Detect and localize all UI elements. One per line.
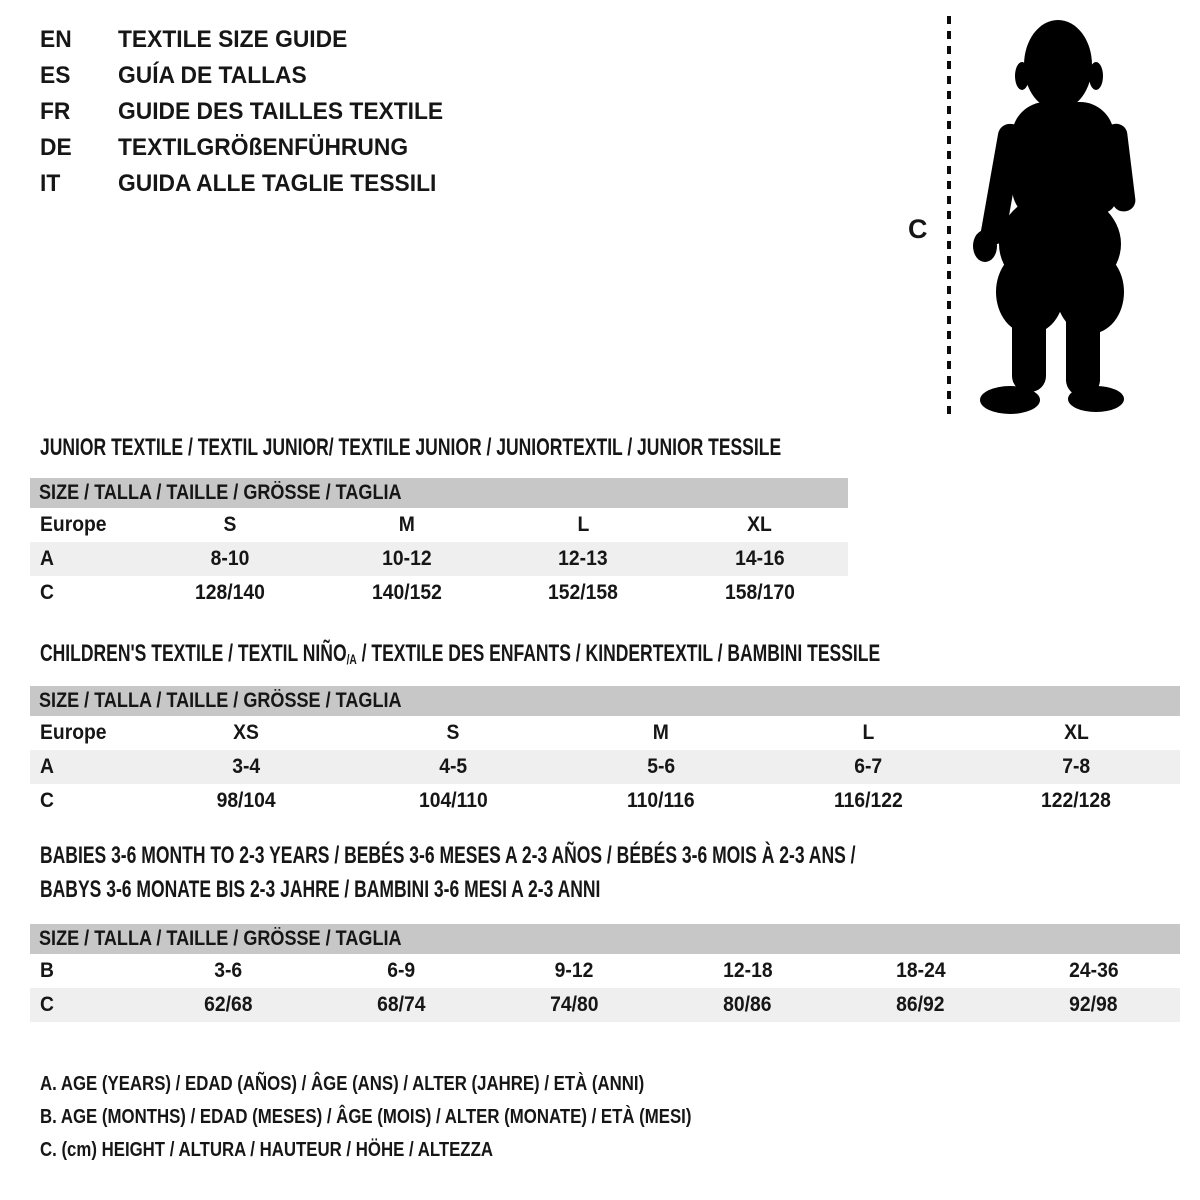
value-cell: 104/110 (418, 789, 488, 812)
value-cell: 110/116 (627, 789, 695, 812)
measurement-legend (40, 1068, 816, 1167)
language-row-es (40, 58, 460, 94)
value-cell: 24-36 (1068, 959, 1119, 982)
value-cell: 68/74 (377, 993, 426, 1016)
value-cell: 9-12 (555, 959, 594, 982)
language-code: DE (40, 134, 72, 161)
babies-size-table (30, 924, 1180, 1022)
value-cell: 12-18 (722, 959, 773, 982)
size-cell: XL (1063, 721, 1089, 744)
value-cell: 122/128 (1041, 789, 1112, 812)
value-cell: 92/98 (1069, 993, 1118, 1016)
language-title: TEXTILE SIZE GUIDE (118, 26, 348, 53)
language-code: IT (40, 170, 61, 197)
value-cell: 7-8 (1062, 755, 1091, 778)
value-cell: 158/170 (724, 581, 795, 604)
value-cell: 10-12 (382, 547, 432, 570)
size-cell: L (577, 513, 590, 536)
value-cell: 12-13 (558, 547, 608, 570)
age-years-row (30, 542, 848, 576)
babies-section-title-line1: BABIES 3-6 MONTH TO 2-3 YEARS / BEBÉS 3-6 MESES A 2-3 AÑOS / BÉBÉS 3-6 MOIS À 2-3 ANS / (40, 842, 856, 869)
legend-line-a: A. AGE (YEARS) / EDAD (AÑOS) / ÂGE (ANS) / ALTER (JAHRE) / ETÀ (ANNI) (40, 1073, 645, 1095)
babies-section-title-line2: BABYS 3-6 MONATE BIS 2-3 JAHRE / BAMBINI 3-6 MESI A 2-3 ANNI (40, 876, 601, 903)
age-months-row (30, 954, 1180, 988)
value-cell: 18-24 (895, 959, 946, 982)
height-measure-label: C (908, 214, 928, 244)
legend-line-b: B. AGE (MONTHS) / EDAD (MESES) / ÂGE (MOIS) / ALTER (MONATE) / ETÀ (MESI) (40, 1106, 692, 1128)
value-cell: 8-10 (210, 547, 250, 570)
height-cm-row (30, 576, 848, 610)
size-header-bar: SIZE / TALLA / TAILLE / GRÖSSE / TAGLIA (30, 478, 848, 508)
value-cell: 128/140 (195, 581, 266, 604)
row-label-cell: A (40, 547, 54, 570)
language-code: EN (40, 26, 72, 53)
row-label-cell: C (40, 993, 54, 1016)
size-cell: L (862, 721, 875, 744)
size-cell: XS (232, 721, 259, 744)
value-cell: 152/158 (548, 581, 619, 604)
children-size-table (30, 686, 1180, 818)
children-section-title: CHILDREN'S TEXTILE / TEXTIL NIÑO/A / TEXTILE DES ENFANTS / KINDERTEXTIL / BAMBINI TESSILE (40, 640, 881, 667)
junior-size-table (30, 478, 848, 610)
size-cell: XL (747, 513, 773, 536)
height-cm-row (30, 988, 1180, 1022)
value-cell: 5-6 (647, 755, 675, 778)
value-cell: 14-16 (735, 547, 785, 570)
junior-section-title: JUNIOR TEXTILE / TEXTIL JUNIOR/ TEXTILE JUNIOR / JUNIORTEXTIL / JUNIOR TESSILE (40, 434, 782, 461)
language-title-list (40, 22, 460, 202)
language-code: FR (40, 98, 71, 125)
row-label-cell: A (40, 755, 54, 778)
toddler-silhouette-icon (968, 16, 1142, 420)
value-cell: 3-6 (214, 959, 243, 982)
nino-a-suffix: /A (346, 651, 357, 667)
value-cell: 98/104 (216, 789, 276, 812)
row-label-cell: C (40, 789, 54, 812)
size-cell: M (398, 513, 415, 536)
value-cell: 6-7 (854, 755, 883, 778)
region-label-cell: Europe (40, 721, 107, 744)
value-cell: 140/152 (371, 581, 442, 604)
value-cell: 62/68 (204, 993, 253, 1016)
age-years-row (30, 750, 1180, 784)
size-header-bar: SIZE / TALLA / TAILLE / GRÖSSE / TAGLIA (30, 686, 1180, 716)
size-header-bar: SIZE / TALLA / TAILLE / GRÖSSE / TAGLIA (30, 924, 1180, 954)
language-title: GUIDA ALLE TAGLIE TESSILI (118, 170, 437, 197)
language-row-fr (40, 94, 460, 130)
row-label-cell: B (40, 959, 54, 982)
language-code: ES (40, 62, 71, 89)
size-labels-row (30, 716, 1180, 750)
size-labels-row (30, 508, 848, 542)
value-cell: 74/80 (550, 993, 599, 1016)
language-row-en (40, 22, 460, 58)
size-cell: S (446, 721, 460, 744)
value-cell: 80/86 (723, 993, 772, 1016)
row-label-cell: C (40, 581, 54, 604)
value-cell: 86/92 (896, 993, 945, 1016)
language-row-de (40, 130, 460, 166)
language-title: TEXTILGRÖßENFÜHRUNG (118, 134, 409, 161)
value-cell: 3-4 (231, 755, 260, 778)
region-label-cell: Europe (40, 513, 107, 536)
size-cell: M (652, 721, 670, 744)
language-row-it (40, 166, 460, 202)
size-cell: S (223, 513, 237, 536)
value-cell: 4-5 (439, 755, 468, 778)
height-cm-row (30, 784, 1180, 818)
height-measure-dashed-line (947, 16, 951, 418)
legend-line-c: C. (cm) HEIGHT / ALTURA / HAUTEUR / HÖHE / ALTEZZA (40, 1139, 493, 1161)
language-title: GUÍA DE TALLAS (118, 62, 307, 89)
language-title: GUIDE DES TAILLES TEXTILE (118, 98, 444, 125)
value-cell: 116/122 (834, 789, 903, 812)
value-cell: 6-9 (387, 959, 416, 982)
